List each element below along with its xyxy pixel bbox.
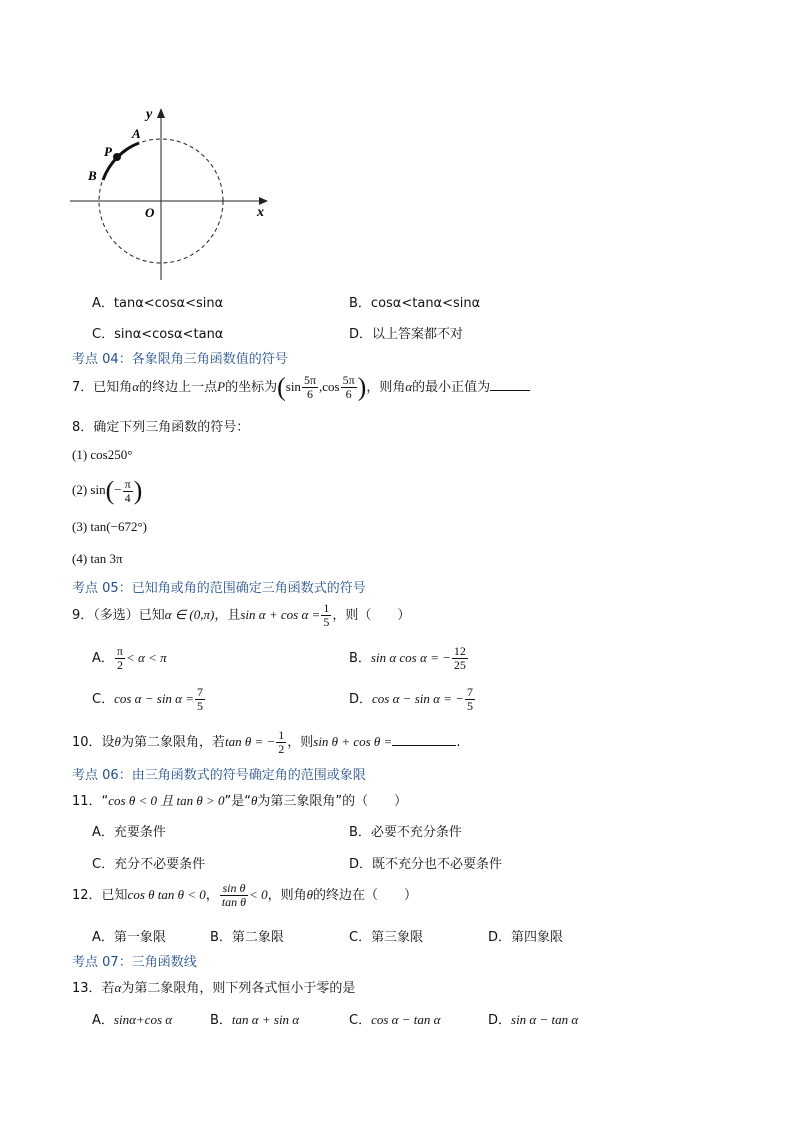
- question-9: 9．（多选）已知α ∈ (0,π)，且sin α + cos α = $\frac{1}{5}$ ，则（ ）: [72, 601, 411, 629]
- question-7: 7．已知角α的终边上一点P的坐标为(sin $\frac{5\pi}{6}$ ,cos $\frac{5\pi}{6}$ )，则角α的最小正值为: [72, 372, 530, 403]
- label-b: B: [88, 168, 97, 183]
- q8-item-3: (3) tan(−672°): [72, 519, 147, 534]
- q12-option-b: B．第二象限: [210, 930, 284, 945]
- label-y: y: [146, 107, 153, 122]
- option-b: B．cosα<tanα<sinα: [349, 296, 481, 311]
- label-p: P: [104, 144, 112, 159]
- option-c: C．sinα<cosα<tanα: [92, 327, 224, 342]
- label-x: x: [257, 205, 264, 220]
- q8-item-2: (2) sin(− $\frac{\pi}{4}$ ): [72, 476, 143, 506]
- q11-option-c: C．充分不必要条件: [92, 857, 206, 872]
- answer-blank[interactable]: [392, 733, 456, 746]
- q8-item-4: (4) tan 3π: [72, 551, 123, 566]
- option-d: D．以上答案都不对: [349, 327, 464, 342]
- q12-option-c: C．第三象限: [349, 930, 424, 945]
- topic-heading-06: 考点 06：由三角函数式的符号确定角的范围或象限: [72, 768, 366, 783]
- topic-heading-07: 考点 07：三角函数线: [72, 955, 197, 970]
- option-a: A．tanα<cosα<sinα: [92, 296, 224, 311]
- q13-option-b: B．tan α + sin α: [210, 1012, 300, 1028]
- question-11: 11．“cos θ < 0 且 tan θ > 0”是“θ为第三象限角”的（ ）: [72, 793, 408, 809]
- q8-item-1: (1) cos250°: [72, 447, 133, 462]
- q9-option-a: A． $\frac{\pi}{2}$ < α < π: [92, 644, 167, 672]
- q13-option-d: D．sin α − tan α: [488, 1012, 579, 1028]
- topic-heading-04: 考点 04：各象限角三角函数值的符号: [72, 352, 288, 367]
- q12-option-a: A．第一象限: [92, 930, 166, 945]
- topic-heading-05: 考点 05：已知角或角的范围确定三角函数式的符号: [72, 581, 366, 596]
- q11-option-a: A．充要条件: [92, 825, 166, 840]
- x-axis-arrow: [259, 197, 268, 205]
- question-8-title: 8．确定下列三角函数的符号：: [72, 420, 250, 435]
- unit-circle-figure: [60, 100, 280, 285]
- q13-option-c: C．cos α − tan α: [349, 1012, 441, 1028]
- label-o: O: [145, 205, 155, 220]
- q9-option-b: B．sin α cos α = − $\frac{12}{25}$: [349, 644, 466, 672]
- point-p: [113, 153, 121, 161]
- q11-option-d: D．既不充分也不必要条件: [349, 857, 503, 872]
- question-10: 10．设θ为第二象限角，若tan θ = − $\frac{1}{2}$ ，则sin θ + cos θ = .: [72, 728, 461, 756]
- label-a: A: [132, 126, 141, 141]
- q9-option-d: D．cos α − sin α = − $\frac{7}{5}$: [349, 685, 473, 713]
- y-axis-arrow: [157, 108, 165, 118]
- q9-option-c: C．cos α − sin α = $\frac{7}{5}$: [92, 685, 204, 713]
- q11-option-b: B．必要不充分条件: [349, 825, 462, 840]
- q12-option-d: D．第四象限: [488, 930, 564, 945]
- question-13: 13．若α为第二象限角，则下列各式恒小于零的是: [72, 980, 356, 996]
- answer-blank[interactable]: [490, 378, 530, 391]
- q13-option-a: A．sinα+cos α: [92, 1012, 173, 1028]
- question-12: 12．已知cos θ tan θ < 0， $\frac{\text{sin θ}}{\text{tan θ}}$ < 0，则角θ的终边在（ ）: [72, 881, 417, 909]
